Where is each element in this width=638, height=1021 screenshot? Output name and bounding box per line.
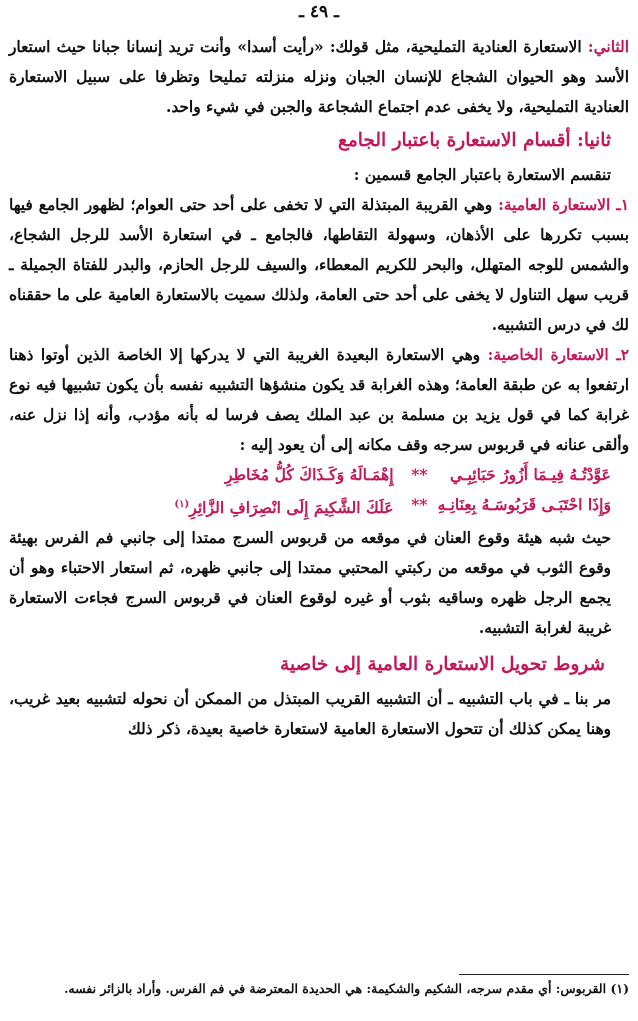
intro-line: تنقسم الاستعارة باعتبار الجامع قسمين : <box>353 166 611 184</box>
paragraph-text: الاستعارة العنادية التمليحية، مثل قولك: «رأيت أسدا» وأنت تريد إنسانا جبانا حيث استعار الأسد وهو الحيوان الشجاع للإنسان الجبان ونزله منزلته تمليحا وتظرفا على سبيل الاستعارة العنادية التمليحية، ولا يخفى عدم اجتماع الشجاعة والجبن في شيء واحد. <box>9 38 629 116</box>
paragraph-second-type <box>9 32 629 122</box>
explanation-paragraph: حيث شبه هيئة وقوع العنان في موقعه من قربوس السرج ممتدا إلى جانبي فم الفرس بهيئة وقوع الثوب في موقعه من ركبتي المحتبي ممتدا إلى جانبي ظهره، ثم استعار الاحتباء وهو أن يجمع الرجل ظهره وساقيه بثوب أو غيره لوقوع العنان في قربوس السرج فجاءت الاستعارة غريبة لغرابة التشبيه. <box>9 529 611 638</box>
term-label: ١ـ الاستعارة العامية: <box>498 196 629 214</box>
verse-separator: ** <box>411 465 428 484</box>
footnote: (١) القربوس: أي مقدم سرجه، الشكيم والشكيمة: هي الحديدة المعترضة في فم الفرس. وأراد بالزائر نفسه. <box>64 981 629 996</box>
verse-2-second-hemistich: عَلَكَ الشَّكِيمَ إِلَى انْصِرَافِ الزَّائِرِ <box>189 498 394 518</box>
verse-separator: ** <box>411 495 428 514</box>
poem-verses <box>9 460 629 523</box>
footnote-divider <box>459 974 629 975</box>
verse-1-first-hemistich: عَوَّدْتُـهُ فِيـمَا أَزُورُ حَبَائِبِـي <box>450 465 611 484</box>
paragraph-text: وهي الاستعارة البعيدة الغريبة التي لا يدركها إلا الخاصة الذين أوتوا ذهنا ارتفعوا به عن طبقة العامة؛ وهذه الغرابة قد يكون منشؤها التشبيه نفسه بأن يكون تشبيها فيه نوع غرابة كما في قول يزيد بن مسلمة بن عبد الملك يصف فرسا له بأنه مؤدب، وأنه إذا نزل عنه، وألقى عنانه في قربوس سرجه وقف مكانه إلى أن يعود إليه : <box>9 346 629 454</box>
item-special-metaphor <box>9 340 629 460</box>
verse-2-second-hemistich-wrap <box>174 490 393 523</box>
page-body <box>9 32 629 744</box>
closing-paragraph: مر بنا ـ في باب التشبيه ـ أن التشبيه القريب المبتذل من الممكن أن نحوله لتشبيه بعيد غريب، وهنا يمكن كذلك أن تتحول الاستعارة العامية لاستعارة خاصية بعيدة، ذكر ذلك <box>9 690 611 739</box>
page-number: ـ ٤٩ ـ <box>298 2 340 22</box>
footnote-marker: (١) <box>174 499 190 510</box>
verse-1-second-hemistich: إِهْمَـالَهُ وَكَـذَاكَ كُلُّ مُخَاطِرِ <box>224 465 394 484</box>
verse-2-first-hemistich: وَإِذَا احْتَبَـى قَرَبُوسَـهُ بِعِنَانِـهِ <box>437 495 611 514</box>
section-heading-conditions: شروط تحويل الاستعارة العامية إلى خاصية <box>280 654 605 676</box>
paragraph-text: وهي القريبة المبتذلة التي لا تخفى على أحد حتى العوام؛ لظهور الجامع فيها بسبب تكررها على الأذهان، وسهولة التقاطها، فالجامع ـ في استعارة الأسد للرجل الشجاع، والشمس للوجه المتهلل، والبحر للكريم المعطاء، والسيف للرجل الحازم، والبدر للفتاة الجميلة ـ قريب سهل التناول لا يخفى على أحد حتى العامة، ولذلك سميت بالاستعارة العامية على ما حققناه لك في درس التشبيه. <box>9 196 629 334</box>
term-label: ٢ـ الاستعارة الخاصية: <box>487 346 629 364</box>
term-label: الثاني: <box>587 38 629 56</box>
item-common-metaphor <box>9 190 629 340</box>
section-heading-categories: ثانيا: أقسام الاستعارة باعتبار الجامع <box>338 130 611 151</box>
